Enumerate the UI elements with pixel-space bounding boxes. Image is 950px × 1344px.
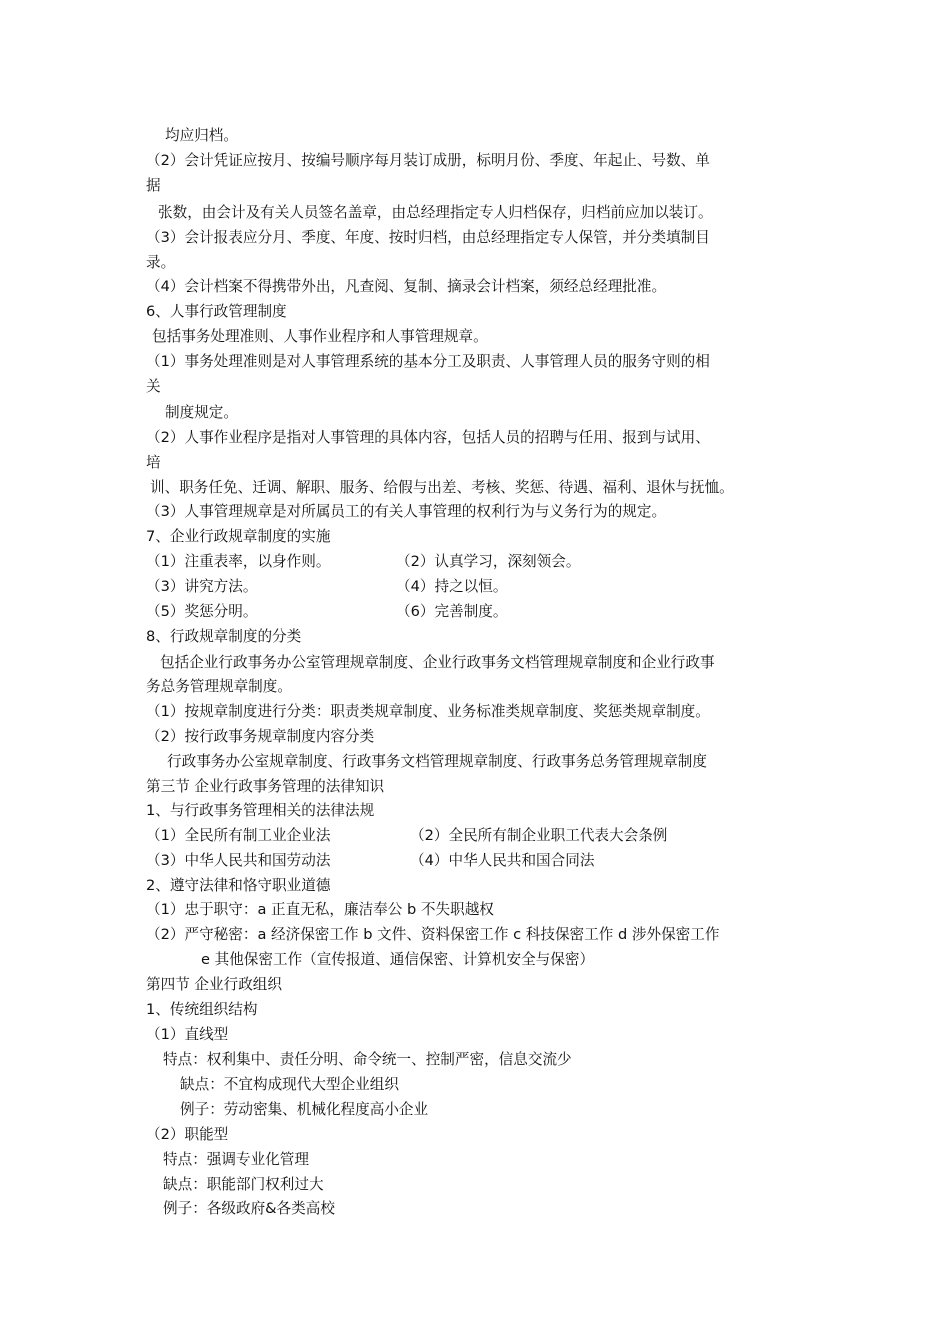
text-line: 例子：各级政府&各类高校 xyxy=(163,1200,335,1217)
text-line: 均应归档。 xyxy=(165,127,238,144)
text-line: 据 xyxy=(146,177,161,194)
section-heading: 1、传统组织结构 xyxy=(146,1001,258,1018)
list-item: （4）持之以恒。 xyxy=(396,578,508,595)
text-line: 训、职务任免、迁调、解职、服务、给假与出差、考核、奖惩、待遇、福利、退休与抚恤。 xyxy=(150,479,734,496)
text-line: （1）忠于职守：a 正直无私，廉洁奉公 b 不失职越权 xyxy=(146,901,494,918)
list-item: （1）全民所有制工业企业法 xyxy=(146,827,331,844)
text-line: 关 xyxy=(146,378,161,395)
text-line: （2）会计凭证应按月、按编号顺序每月装订成册，标明月份、季度、年起止、号数、单 xyxy=(146,152,710,169)
list-item: （6）完善制度。 xyxy=(396,603,508,620)
list-item: （4）中华人民共和国合同法 xyxy=(410,852,595,869)
list-item: （3）讲究方法。 xyxy=(146,578,258,595)
text-line: 录。 xyxy=(146,254,176,271)
text-line: 包括事务处理准则、人事作业程序和人事管理规章。 xyxy=(152,328,488,345)
list-item: （5）奖惩分明。 xyxy=(146,603,258,620)
section-heading: 1、与行政事务管理相关的法律法规 xyxy=(146,802,375,819)
text-line: （2）严守秘密：a 经济保密工作 b 文件、资料保密工作 c 科技保密工作 d 涉外保密工作 xyxy=(146,926,720,943)
text-line: 例子：劳动密集、机械化程度高小企业 xyxy=(180,1101,429,1118)
text-line: （3）会计报表应分月、季度、年度、按时归档，由总经理指定专人保管，并分类填制目 xyxy=(146,229,710,246)
text-line: （1）事务处理准则是对人事管理系统的基本分工及职责、人事管理人员的服务守则的相 xyxy=(146,353,710,370)
text-line: 制度规定。 xyxy=(165,404,238,421)
text-line: （2）人事作业程序是指对人事管理的具体内容，包括人员的招聘与任用、报到与试用、 xyxy=(146,429,710,446)
list-item: （2）全民所有制企业职工代表大会条例 xyxy=(410,827,668,844)
text-line: 行政事务办公室规章制度、行政事务文档管理规章制度、行政事务总务管理规章制度 xyxy=(167,753,707,770)
text-line: （1）按规章制度进行分类：职责类规章制度、业务标准类规章制度、奖惩类规章制度。 xyxy=(146,703,710,720)
list-item: （3）中华人民共和国劳动法 xyxy=(146,852,331,869)
text-line: 缺点：职能部门权利过大 xyxy=(163,1176,324,1193)
text-line: （1）直线型 xyxy=(146,1026,229,1043)
text-line: 特点：权利集中、责任分明、命令统一、控制严密，信息交流少 xyxy=(163,1051,572,1068)
text-line: 特点：强调专业化管理 xyxy=(163,1151,309,1168)
text-line: 务总务管理规章制度。 xyxy=(146,678,292,695)
section-heading: 8、行政规章制度的分类 xyxy=(146,628,302,645)
section-heading: 6、人事行政管理制度 xyxy=(146,303,287,320)
list-item: （2）认真学习，深刻领会。 xyxy=(396,553,581,570)
section-heading: 第四节 企业行政组织 xyxy=(146,976,282,993)
section-heading: 第三节 企业行政事务管理的法律知识 xyxy=(146,778,385,795)
text-line: （3）人事管理规章是对所属员工的有关人事管理的权利行为与义务行为的规定。 xyxy=(146,503,667,520)
section-heading: 7、企业行政规章制度的实施 xyxy=(146,528,331,545)
section-heading: 2、遵守法律和恪守职业道德 xyxy=(146,877,331,894)
text-line: （2）职能型 xyxy=(146,1126,229,1143)
text-line: 张数，由会计及有关人员签名盖章，由总经理指定专人归档保存，归档前应加以装订。 xyxy=(158,204,713,221)
text-line: 缺点：不宜构成现代大型企业组织 xyxy=(180,1076,399,1093)
text-line: （4）会计档案不得携带外出，凡查阅、复制、摘录会计档案，须经总经理批准。 xyxy=(146,278,667,295)
list-item: （1）注重表率，以身作则。 xyxy=(146,553,331,570)
text-line: 包括企业行政事务办公室管理规章制度、企业行政事务文档管理规章制度和企业行政事 xyxy=(160,654,715,671)
text-line: e 其他保密工作（宣传报道、通信保密、计算机安全与保密） xyxy=(201,951,595,968)
text-line: 培 xyxy=(146,454,161,471)
text-line: （2）按行政事务规章制度内容分类 xyxy=(146,728,375,745)
